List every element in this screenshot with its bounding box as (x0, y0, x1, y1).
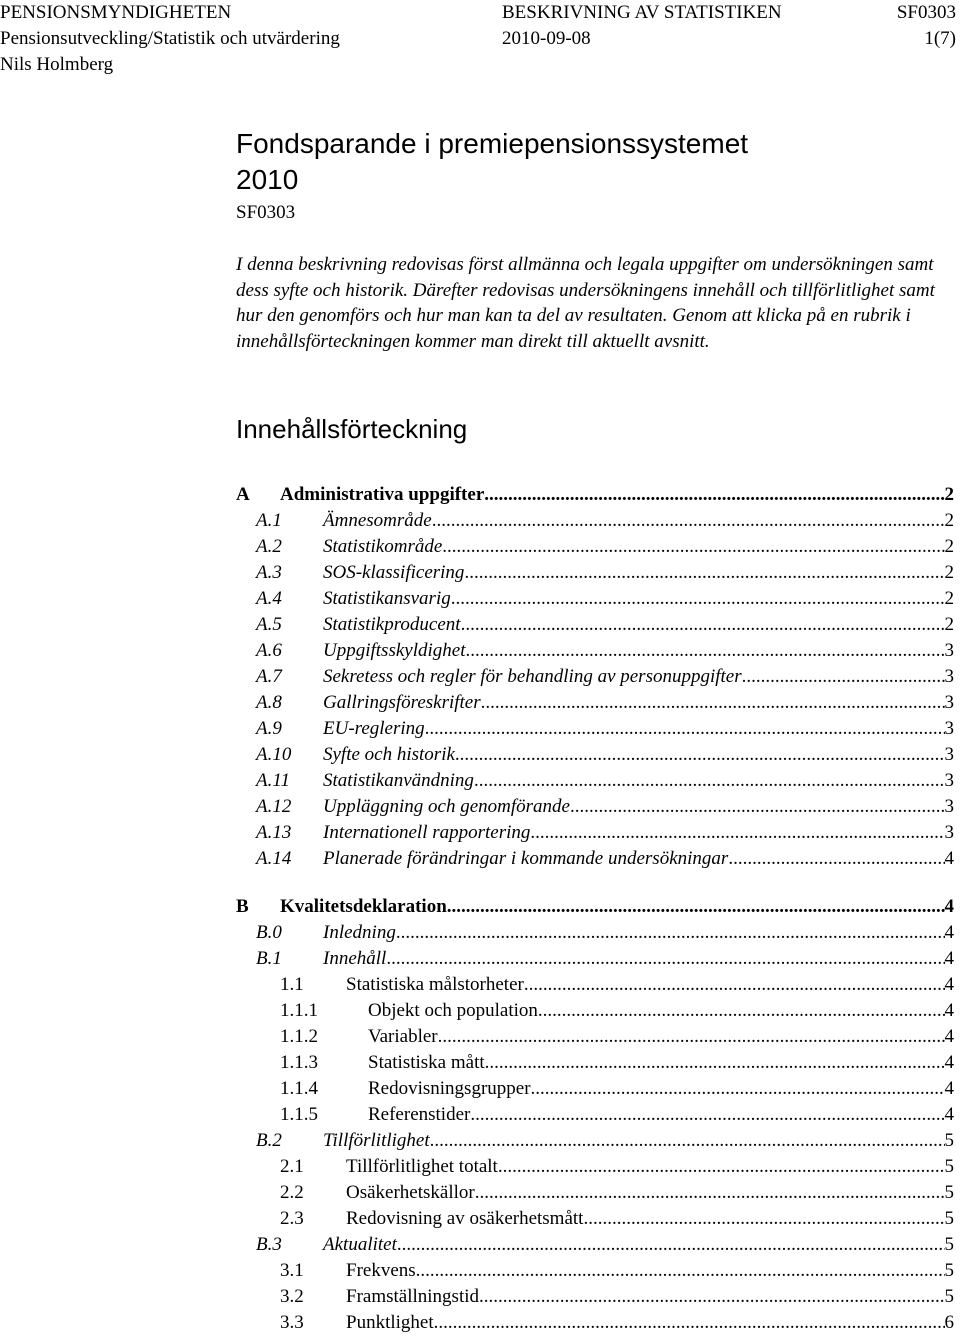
toc-entry-number: A.14 (256, 848, 292, 869)
toc-entry-number: A.9 (256, 718, 282, 739)
toc-entry-page: 4 (944, 922, 954, 943)
toc-entry-page: 4 (944, 974, 954, 995)
toc-entry[interactable] (236, 820, 954, 846)
toc-entry[interactable] (236, 690, 954, 716)
intro-paragraph: I denna beskrivning redovisas först allmänna och legala uppgifter om undersökningen samt dess syfte och historik. Därefter redovisas undersökningens innehåll och tillförlitlighet samt hur den genomförs och hur man kan ta del av resultaten. Genom att klicka på en rubrik i innehållsförteckningen kommer man direkt till aktuellt avsnitt. (236, 254, 935, 352)
toc-section-gap (236, 872, 954, 894)
toc-entry-title[interactable]: Objekt och population (368, 1000, 538, 1021)
toc-entry-title[interactable]: Administrativa uppgifter (280, 484, 485, 505)
toc-entry-title[interactable]: Kvalitetsdeklaration (280, 896, 447, 917)
toc-entry-number: 2.1 (280, 1156, 304, 1177)
toc-entry-page: 5 (944, 1130, 954, 1151)
header-date: 2010-09-08 (502, 28, 591, 49)
header-org: PENSIONSMYNDIGHETEN (0, 2, 232, 23)
toc-entry-page: 2 (944, 614, 954, 635)
toc-entry-page: 4 (944, 848, 954, 869)
toc-entry-leader (531, 1076, 945, 1102)
toc-entry-number: A.5 (256, 614, 282, 635)
toc-entry-title[interactable]: Innehåll (323, 948, 387, 969)
toc-entry-title[interactable]: Framställningstid (346, 1286, 479, 1307)
toc-entry-title[interactable]: Frekvens (346, 1260, 416, 1281)
toc-entry-title[interactable]: Redovisning av osäkerhetsmått (346, 1208, 584, 1229)
toc-entry-page: 6 (944, 1312, 954, 1333)
toc-entry-number: B.3 (256, 1234, 282, 1255)
toc-entry[interactable] (236, 716, 954, 742)
toc-entry-number: 1.1 (280, 974, 304, 995)
toc-entry-number: 2.2 (280, 1182, 304, 1203)
toc-entry-title[interactable]: Gallringsföreskrifter (323, 692, 481, 713)
toc-entry-leader (465, 638, 944, 664)
toc-entry-leader (447, 894, 945, 920)
toc-entry-title[interactable]: Inledning (323, 922, 396, 943)
toc-entry[interactable] (236, 894, 954, 920)
toc-entry-page: 3 (944, 666, 954, 687)
toc-entry-leader (742, 664, 945, 690)
toc-entry-leader (432, 508, 945, 534)
toc-entry[interactable] (236, 482, 954, 508)
toc-entry-title[interactable]: Syfte och historik (323, 744, 455, 765)
toc-entry[interactable] (236, 998, 954, 1024)
toc-entry[interactable] (236, 1284, 954, 1310)
toc-entry-page: 4 (944, 1026, 954, 1047)
toc-entry-page: 2 (944, 536, 954, 557)
toc-entry-leader (484, 482, 944, 508)
toc-entry-title[interactable]: Tillförlitlighet totalt (346, 1156, 498, 1177)
header-author: Nils Holmberg (0, 54, 114, 75)
toc-entry[interactable] (236, 1050, 954, 1076)
document-code: SF0303 (236, 202, 296, 223)
toc-entry-number: B.0 (256, 922, 282, 943)
toc-entry-page: 5 (944, 1234, 954, 1255)
toc-entry-leader (442, 534, 944, 560)
toc-entry-page: 2 (944, 588, 954, 609)
toc-entry-leader (451, 586, 945, 612)
toc-entry-title[interactable]: Tillförlitlighet (323, 1130, 430, 1151)
toc-entry[interactable] (236, 1076, 954, 1102)
toc-entry-title[interactable]: Statistikanvändning (323, 770, 474, 791)
document-title (236, 126, 936, 198)
toc-entry-title[interactable]: Statistiska mått (368, 1052, 485, 1073)
header-page-number: 1(7) (924, 28, 956, 49)
toc-entry[interactable] (236, 1180, 954, 1206)
toc-entry[interactable] (236, 534, 954, 560)
toc-entry[interactable] (236, 638, 954, 664)
toc-entry-leader (583, 1206, 944, 1232)
toc-entry-number: A.13 (256, 822, 292, 843)
toc-entry-page: 3 (944, 770, 954, 791)
toc-entry-title[interactable]: Osäkerhetskällor (346, 1182, 475, 1203)
toc-entry[interactable] (236, 664, 954, 690)
toc-entry-leader (538, 998, 945, 1024)
toc-entry-page: 2 (944, 484, 954, 505)
toc-entry-leader (481, 690, 945, 716)
toc-entry[interactable] (236, 1128, 954, 1154)
toc-entry-leader (397, 1232, 945, 1258)
toc-entry-number: A.1 (256, 510, 282, 531)
toc-entry-page: 3 (944, 692, 954, 713)
toc-entry-page: 4 (944, 948, 954, 969)
toc-entry[interactable] (236, 508, 954, 534)
toc-entry-page: 5 (944, 1286, 954, 1307)
toc-entry-number: 1.1.3 (280, 1052, 318, 1073)
toc-entry-number: 1.1.1 (280, 1000, 318, 1021)
toc-entry-title[interactable]: Statistikproducent (323, 614, 461, 635)
toc-entry-number: A (236, 484, 250, 505)
header-department: Pensionsutveckling/Statistik och utvärdering (0, 28, 340, 49)
toc-entry-leader (498, 1154, 945, 1180)
toc-entry-page: 3 (944, 796, 954, 817)
toc-entry-number: A.3 (256, 562, 282, 583)
toc-entry-number: A.2 (256, 536, 282, 557)
toc-entry-title[interactable]: Aktualitet (323, 1234, 397, 1255)
toc-entry-leader (530, 820, 944, 846)
toc-entry-leader (475, 1180, 945, 1206)
toc-entry-leader (434, 1310, 945, 1336)
toc-entry-title[interactable]: Uppgiftsskyldighet (323, 640, 466, 661)
toc-entry[interactable] (236, 1024, 954, 1050)
toc-entry-page: 5 (944, 1182, 954, 1203)
toc-entry-page: 4 (944, 1104, 954, 1125)
header-doc-code: SF0303 (896, 2, 956, 23)
toc-entry-leader (728, 846, 944, 872)
toc-entry-page: 5 (944, 1208, 954, 1229)
toc-entry-title[interactable]: Uppläggning och genomförande (323, 796, 570, 817)
toc-entry-leader (425, 716, 945, 742)
toc-entry-number: A.6 (256, 640, 282, 661)
toc-entry[interactable] (236, 768, 954, 794)
toc-entry[interactable] (236, 794, 954, 820)
toc-entry-number: 1.1.4 (280, 1078, 318, 1099)
header-doc-type: BESKRIVNING AV STATISTIKEN (502, 2, 782, 23)
toc-entry[interactable] (236, 920, 954, 946)
toc-entry-title[interactable]: Redovisningsgrupper (368, 1078, 531, 1099)
toc-entry-title[interactable]: Punktlighet (346, 1312, 434, 1333)
toc-entry-leader (461, 612, 945, 638)
toc-entry-leader (396, 920, 945, 946)
toc-entry[interactable] (236, 586, 954, 612)
title-line-2: 2010 (236, 164, 299, 195)
toc-entry-page: 4 (944, 1000, 954, 1021)
toc-entry[interactable] (236, 846, 954, 872)
toc-entry-title[interactable]: EU-reglering (323, 718, 425, 739)
toc-entry[interactable] (236, 1154, 954, 1180)
toc-entry-title[interactable]: Statistiska målstorheter (346, 974, 524, 995)
toc-entry-page: 3 (944, 744, 954, 765)
toc-entry-leader (470, 1102, 944, 1128)
toc-entry[interactable] (236, 1206, 954, 1232)
toc-entry-page: 3 (944, 822, 954, 843)
toc-entry-leader (524, 972, 945, 998)
toc-entry[interactable] (236, 1310, 954, 1336)
toc-entry-leader (455, 742, 945, 768)
toc-entry[interactable] (236, 612, 954, 638)
toc-entry-leader (474, 768, 945, 794)
toc-entry-title[interactable]: Statistikområde (323, 536, 443, 557)
toc-entry-leader (430, 1128, 945, 1154)
toc-entry-page: 5 (944, 1156, 954, 1177)
toc-entry-leader (464, 560, 944, 586)
toc-entry-leader (386, 946, 944, 972)
toc-entry[interactable] (236, 946, 954, 972)
toc-entry[interactable] (236, 1258, 954, 1284)
toc-entry[interactable] (236, 742, 954, 768)
toc-entry[interactable] (236, 1102, 954, 1128)
toc-entry-leader (438, 1024, 945, 1050)
toc-entry-number: 1.1.2 (280, 1026, 318, 1047)
toc-entry-number: 3.2 (280, 1286, 304, 1307)
toc-entry[interactable] (236, 560, 954, 586)
toc-entry-page: 3 (944, 640, 954, 661)
toc-entry-number: A.8 (256, 692, 282, 713)
toc-entry-title[interactable]: Referenstider (368, 1104, 471, 1125)
toc-entry-title[interactable]: Sekretess och regler för behandling av personuppgifter (323, 666, 742, 687)
toc-entry-title[interactable]: SOS-klassificering (323, 562, 465, 583)
toc-entry-number: A.12 (256, 796, 292, 817)
toc-entry-number: 2.3 (280, 1208, 304, 1229)
toc-entry[interactable] (236, 972, 954, 998)
toc-entry-page: 2 (944, 562, 954, 583)
toc-entry-title[interactable]: Internationell rapportering (323, 822, 531, 843)
toc-entry-leader (485, 1050, 945, 1076)
toc-entry-number: A.7 (256, 666, 282, 687)
page-header (0, 0, 960, 78)
toc-entry-page: 4 (944, 1078, 954, 1099)
toc-entry-title[interactable]: Statistikansvarig (323, 588, 451, 609)
toc-entry-leader (416, 1258, 945, 1284)
toc-entry-page: 2 (944, 510, 954, 531)
toc-entry-leader (570, 794, 945, 820)
toc-entry[interactable] (236, 1232, 954, 1258)
toc-entry-number: A.11 (256, 770, 290, 791)
toc-entry-title[interactable]: Ämnesområde (323, 510, 432, 531)
table-of-contents (236, 482, 954, 1336)
toc-entry-number: B.2 (256, 1130, 282, 1151)
toc-entry-page: 4 (944, 896, 954, 917)
toc-entry-number: 3.1 (280, 1260, 304, 1281)
toc-entry-number: 3.3 (280, 1312, 304, 1333)
toc-entry-number: B (236, 896, 249, 917)
toc-entry-leader (479, 1284, 945, 1310)
toc-entry-page: 3 (944, 718, 954, 739)
toc-entry-page: 4 (944, 1052, 954, 1073)
toc-entry-number: A.4 (256, 588, 282, 609)
toc-entry-number: A.10 (256, 744, 292, 765)
toc-entry-number: B.1 (256, 948, 282, 969)
title-line-1: Fondsparande i premiepensionssystemet (236, 128, 749, 159)
toc-heading: Innehållsförteckning (236, 414, 468, 444)
toc-entry-title[interactable]: Variabler (368, 1026, 438, 1047)
toc-entry-title[interactable]: Planerade förändringar i kommande undersökningar (323, 848, 729, 869)
toc-entry-number: 1.1.5 (280, 1104, 318, 1125)
toc-entry-page: 5 (944, 1260, 954, 1281)
